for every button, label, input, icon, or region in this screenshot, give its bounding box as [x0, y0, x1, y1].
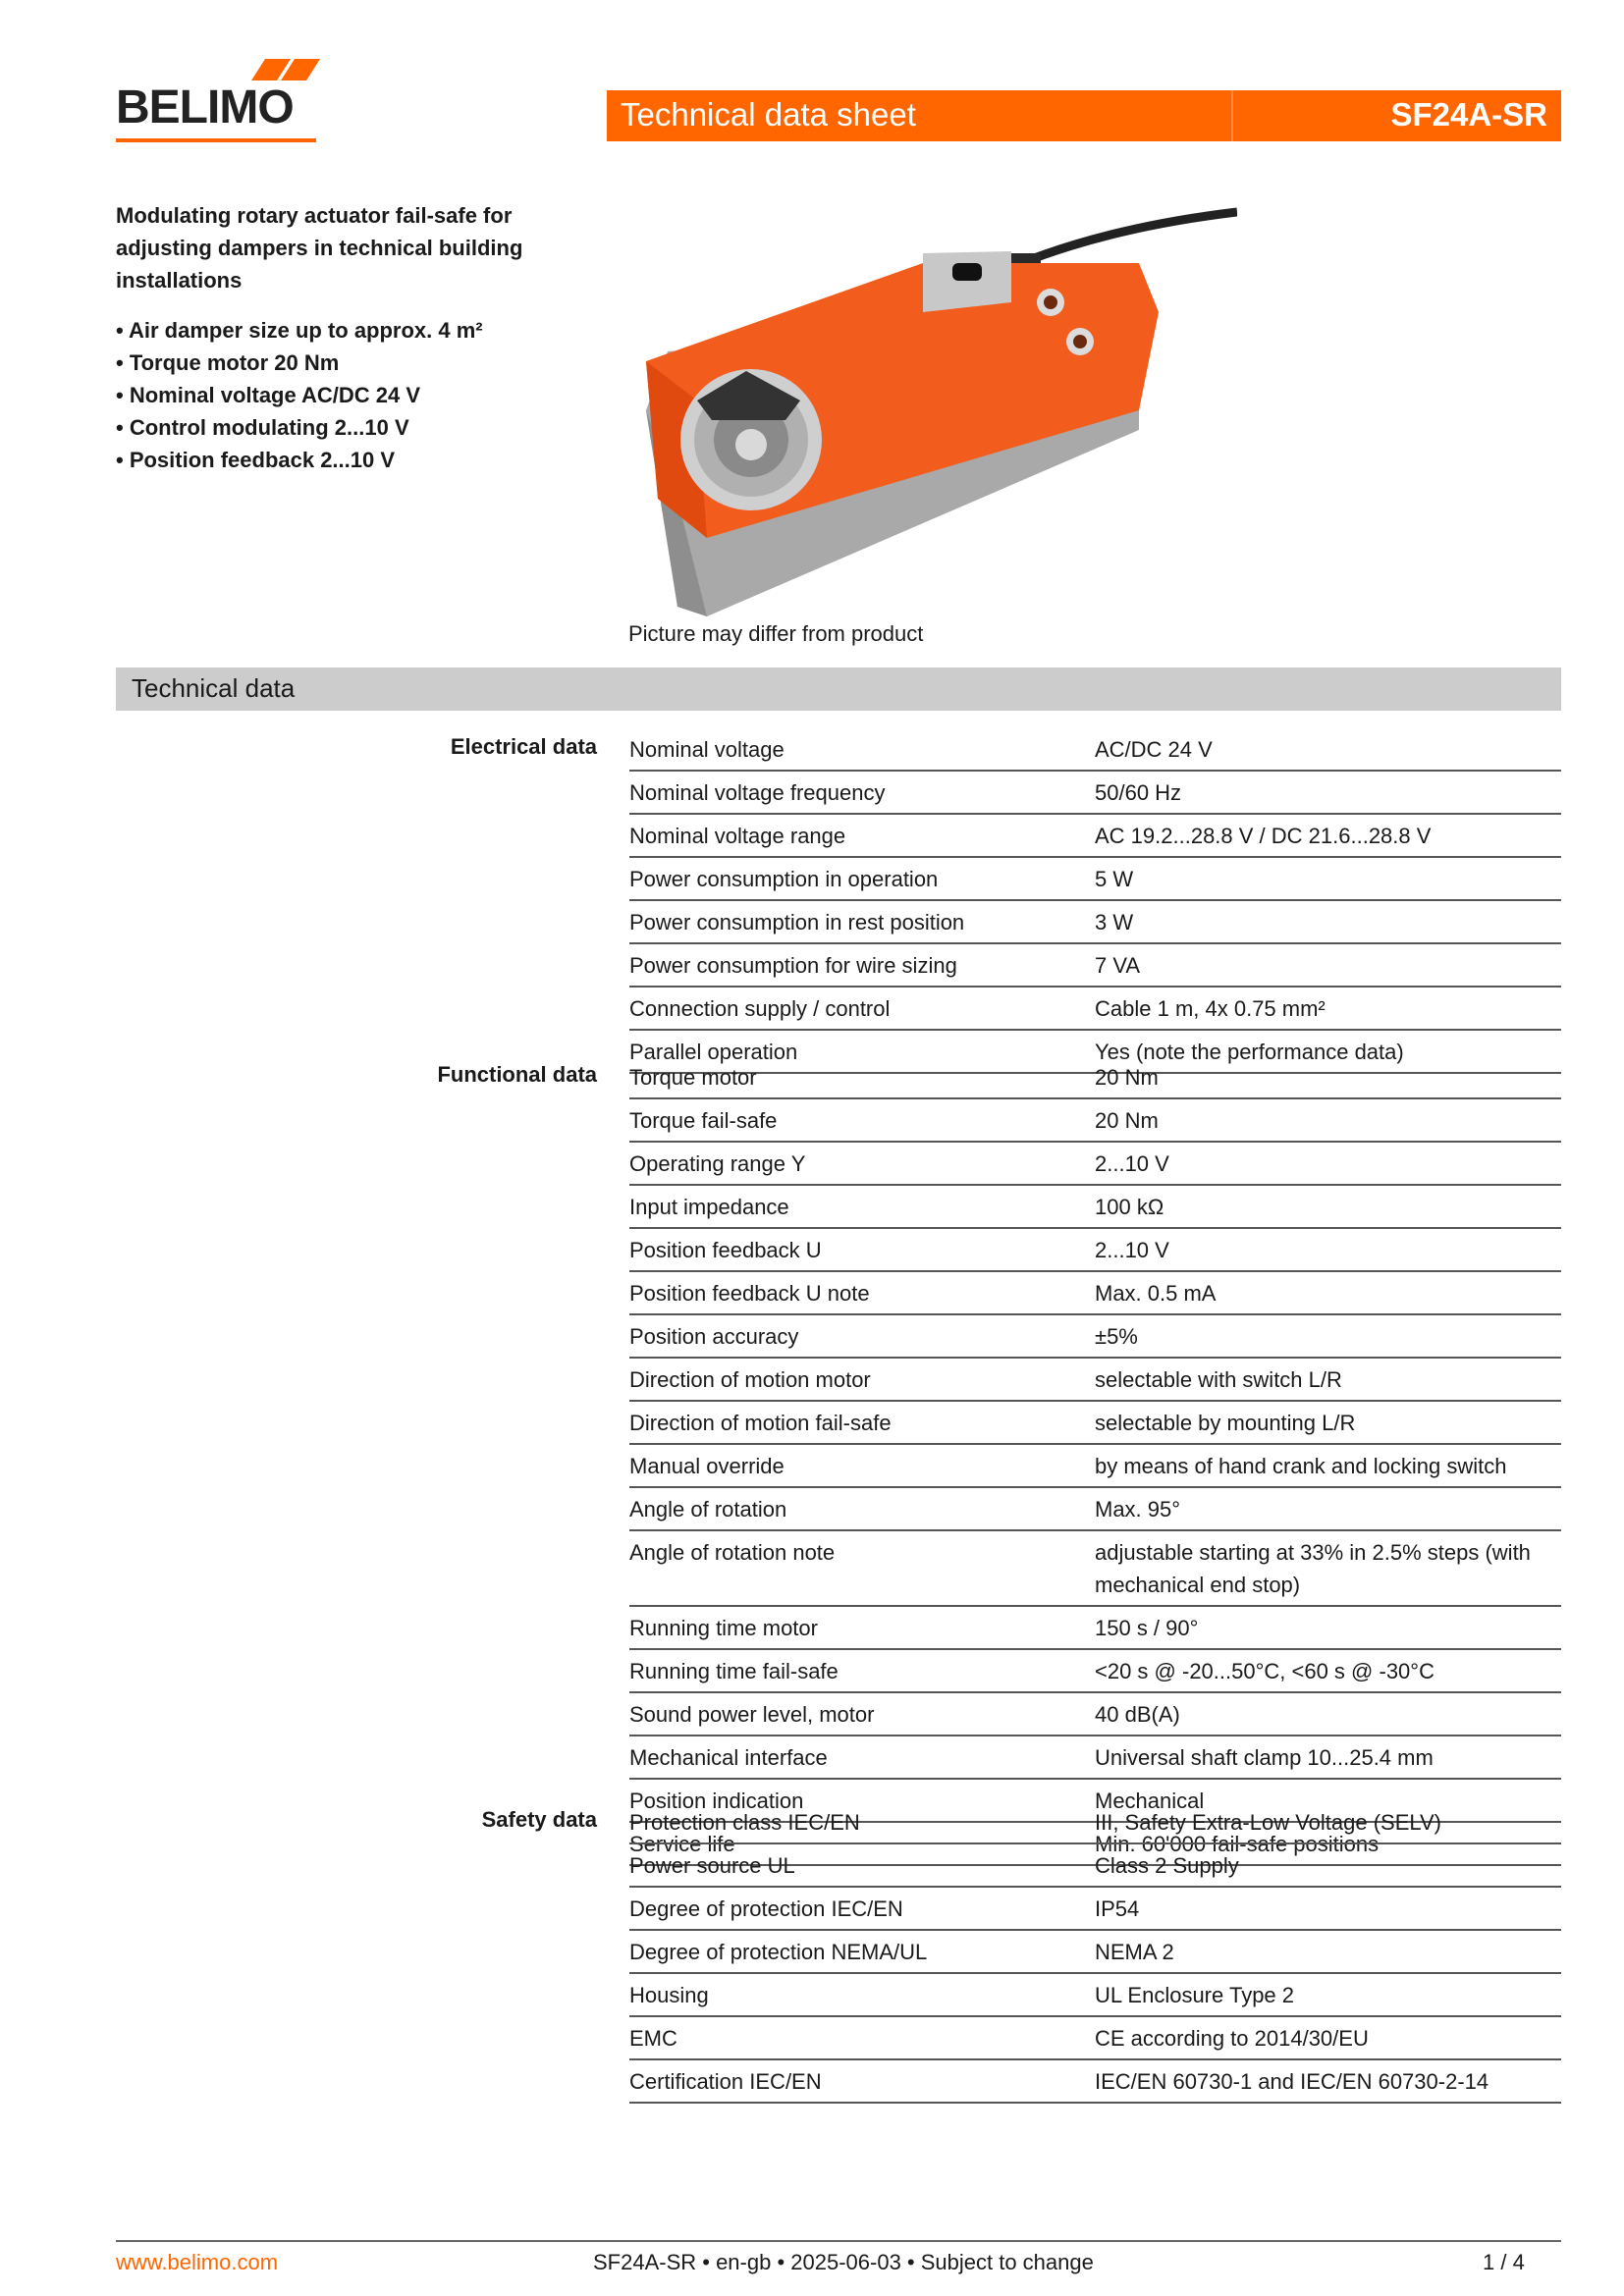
row-key: Angle of rotation note	[629, 1540, 836, 1565]
header-divider	[1231, 90, 1233, 141]
row-value: Yes (note the performance data)	[1095, 1040, 1404, 1064]
image-caption: Picture may differ from product	[628, 621, 924, 646]
table-row	[629, 772, 1561, 815]
row-value: Max. 0.5 mA	[1095, 1281, 1217, 1306]
row-value: Class 2 Supply	[1095, 1853, 1239, 1878]
table-row	[629, 1315, 1561, 1359]
table-row	[629, 2060, 1561, 2104]
table-row	[629, 988, 1561, 1031]
table-row	[629, 1056, 1561, 1099]
row-key: Torque motor	[629, 1065, 757, 1090]
row-key: Operating range Y	[629, 1151, 806, 1176]
footer-divider	[116, 2240, 1561, 2242]
table-row	[629, 1445, 1561, 1488]
table-row	[629, 1531, 1561, 1607]
table-row	[629, 1650, 1561, 1693]
row-key: Nominal voltage range	[629, 824, 846, 848]
row-key: Running time motor	[629, 1616, 818, 1640]
row-value: <20 s @ -20...50°C, <60 s @ -30°C	[1095, 1659, 1435, 1683]
table-row	[629, 1488, 1561, 1531]
row-key: Protection class IEC/EN	[629, 1810, 860, 1835]
table-row	[629, 1143, 1561, 1186]
row-value: 5 W	[1095, 867, 1134, 891]
row-value: 40 dB(A)	[1095, 1702, 1180, 1727]
row-value: III, Safety Extra-Low Voltage (SELV)	[1095, 1810, 1441, 1835]
row-key: Degree of protection NEMA/UL	[629, 1940, 928, 1964]
table-row	[629, 728, 1561, 772]
table-row	[629, 1186, 1561, 1229]
row-value: 150 s / 90°	[1095, 1616, 1199, 1640]
group-label-functional: Functional data	[437, 1062, 597, 1087]
table-row	[629, 2017, 1561, 2060]
row-key: Power consumption in rest position	[629, 910, 965, 934]
table-row	[629, 1844, 1561, 1888]
row-value: Universal shaft clamp 10...25.4 mm	[1095, 1745, 1434, 1770]
belimo-logo	[116, 59, 322, 143]
row-key: Input impedance	[629, 1195, 789, 1219]
table-row	[629, 1229, 1561, 1272]
row-key: Power consumption in operation	[629, 867, 939, 891]
row-key: Nominal voltage	[629, 737, 785, 762]
row-value: 3 W	[1095, 910, 1134, 934]
table-row	[629, 858, 1561, 901]
row-value: adjustable starting at 33% in 2.5% steps (with mechanical end stop)	[1095, 1540, 1531, 1597]
table-row	[629, 1888, 1561, 1931]
table-row	[629, 901, 1561, 944]
row-key: Position feedback U note	[629, 1281, 870, 1306]
row-key: Position indication	[629, 1789, 804, 1813]
row-value: AC/DC 24 V	[1095, 737, 1213, 762]
table-row	[629, 1931, 1561, 1974]
section-title: Technical data	[132, 673, 296, 703]
row-value: AC 19.2...28.8 V / DC 21.6...28.8 V	[1095, 824, 1432, 848]
row-key: Nominal voltage frequency	[629, 780, 886, 805]
row-value: Max. 95°	[1095, 1497, 1181, 1522]
row-value: Min. 60'000 fail-safe positions	[1095, 1832, 1380, 1856]
row-value: 20 Nm	[1095, 1108, 1159, 1133]
row-key: Position accuracy	[629, 1324, 799, 1349]
row-value: selectable with switch L/R	[1095, 1367, 1342, 1392]
row-key: Service life	[629, 1832, 735, 1856]
table-row	[629, 1693, 1561, 1736]
footer-website-link[interactable]: www.belimo.com	[116, 2250, 279, 2274]
row-value: by means of hand crank and locking switch	[1095, 1454, 1507, 1478]
row-key: Direction of motion motor	[629, 1367, 871, 1392]
row-key: Running time fail-safe	[629, 1659, 839, 1683]
section-header	[116, 667, 1561, 711]
row-value: Cable 1 m, 4x 0.75 mm²	[1095, 996, 1326, 1021]
row-key: Power consumption for wire sizing	[629, 953, 957, 978]
row-key: Certification IEC/EN	[629, 2069, 822, 2094]
row-value: UL Enclosure Type 2	[1095, 1983, 1295, 2007]
table-row	[629, 1801, 1561, 1844]
table-row	[629, 1974, 1561, 2017]
row-key: Torque fail-safe	[629, 1108, 778, 1133]
row-value: IEC/EN 60730-1 and IEC/EN 60730-2-14	[1095, 2069, 1489, 2094]
table-row	[629, 815, 1561, 858]
row-key: Position feedback U	[629, 1238, 822, 1262]
row-value: 2...10 V	[1095, 1238, 1169, 1262]
logo-wordmark: BELIMO	[116, 81, 294, 133]
row-value: NEMA 2	[1095, 1940, 1174, 1964]
row-value: IP54	[1095, 1896, 1140, 1921]
feature-list	[116, 314, 483, 476]
footer-page-number: 1 / 4	[1483, 2250, 1525, 2274]
row-key: Manual override	[629, 1454, 785, 1478]
row-value: 50/60 Hz	[1095, 780, 1182, 805]
row-value: CE according to 2014/30/EU	[1095, 2026, 1369, 2051]
row-key: Direction of motion fail-safe	[629, 1411, 892, 1435]
row-key: Mechanical interface	[629, 1745, 828, 1770]
table-row	[629, 1607, 1561, 1650]
feature-item: • Nominal voltage AC/DC 24 V	[116, 383, 421, 407]
functional-data-table	[629, 1056, 1561, 1866]
row-value: 100 kΩ	[1095, 1195, 1164, 1219]
table-row	[629, 1272, 1561, 1315]
table-row	[629, 1736, 1561, 1780]
row-key: EMC	[629, 2026, 677, 2051]
row-value: ±5%	[1095, 1324, 1138, 1349]
product-code: SF24A-SR	[1390, 96, 1547, 133]
feature-item: • Position feedback 2...10 V	[116, 448, 396, 472]
group-label-electrical: Electrical data	[450, 734, 597, 759]
row-key: Degree of protection IEC/EN	[629, 1896, 903, 1921]
table-row	[629, 1099, 1561, 1143]
feature-item: • Air damper size up to approx. 4 m²	[116, 318, 483, 343]
feature-item: • Control modulating 2...10 V	[116, 415, 409, 440]
electrical-data-table	[629, 728, 1561, 1074]
row-key: Parallel operation	[629, 1040, 798, 1064]
row-value: selectable by mounting L/R	[1095, 1411, 1356, 1435]
table-row	[629, 944, 1561, 988]
logo-mark-icon	[251, 59, 320, 82]
row-value: 7 VA	[1095, 953, 1141, 978]
row-key: Power source UL	[629, 1853, 795, 1878]
product-description: Modulating rotary actuator fail-safe for adjusting dampers in technical building installations	[116, 203, 523, 293]
group-label-safety: Safety data	[481, 1807, 597, 1832]
row-key: Angle of rotation	[629, 1497, 787, 1522]
document-header-bar	[607, 90, 1561, 141]
row-key: Connection supply / control	[629, 996, 891, 1021]
row-value: 2...10 V	[1095, 1151, 1169, 1176]
logo-underline	[116, 138, 316, 142]
row-key: Sound power level, motor	[629, 1702, 875, 1727]
row-key: Housing	[629, 1983, 709, 2007]
table-row	[629, 1359, 1561, 1402]
document-title: Technical data sheet	[621, 96, 916, 133]
row-value: Mechanical	[1095, 1789, 1205, 1813]
feature-item: • Torque motor 20 Nm	[116, 350, 340, 375]
footer-document-info: SF24A-SR • en-gb • 2025-06-03 • Subject to change	[593, 2250, 1094, 2274]
table-row	[629, 1402, 1561, 1445]
row-value: 20 Nm	[1095, 1065, 1159, 1090]
safety-data-table	[629, 1801, 1561, 2104]
product-image	[628, 204, 1237, 626]
